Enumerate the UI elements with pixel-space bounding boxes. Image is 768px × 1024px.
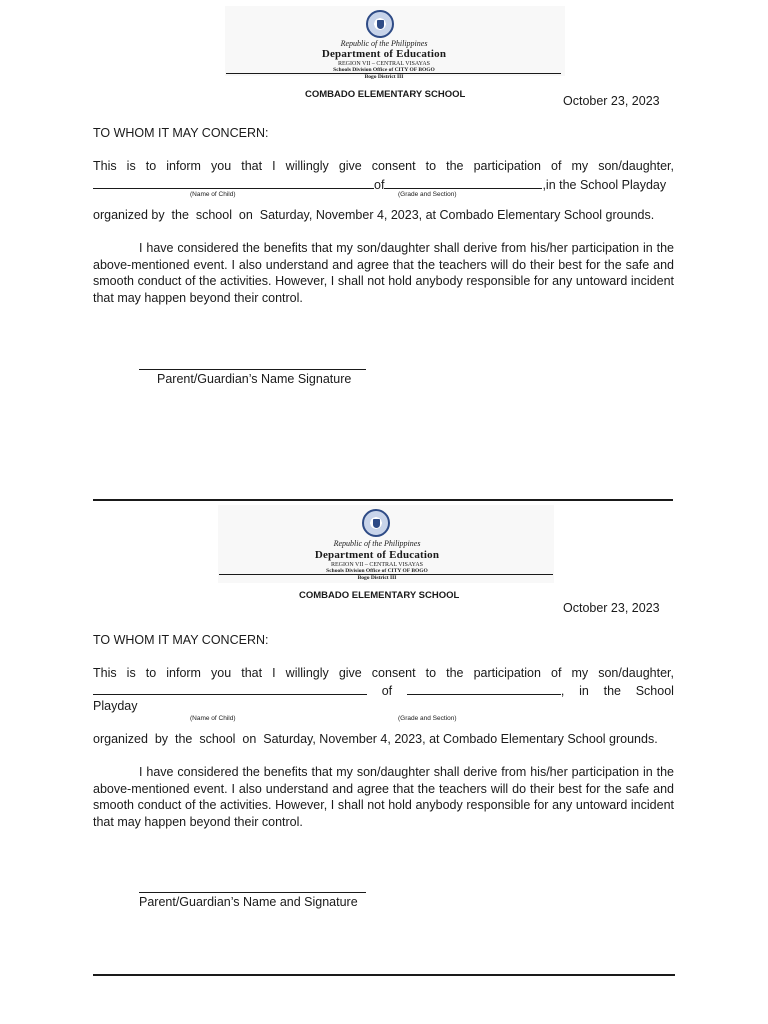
name-of-child-label: (Name of Child) (190, 191, 236, 198)
consent-line: This is to inform you that I willingly give consent to the participation of my son/daughter, (93, 159, 674, 173)
of-text: of (381, 684, 393, 698)
republic-text: Republic of the Philippines (340, 39, 428, 48)
the-text: the (603, 684, 621, 698)
department-text: Department of Education (314, 549, 440, 561)
signature-line[interactable] (139, 892, 366, 893)
salutation: TO WHOM IT MAY CONCERN: (93, 126, 269, 140)
district-text: Bogo District III (357, 575, 397, 581)
playday-text: Playday (93, 699, 138, 713)
section-divider (93, 499, 673, 501)
child-info-line (93, 683, 674, 698)
of-text: of (374, 178, 385, 192)
signature-label: Parent/Guardian’s Name and Signature (139, 895, 358, 909)
region-text: REGION VII – CENTRAL VISAYAS (337, 61, 430, 67)
grade-section-blank[interactable] (407, 683, 561, 695)
deped-seal-icon (366, 10, 394, 38)
district-text: Bogo District III (364, 74, 404, 80)
signature-line[interactable] (139, 369, 366, 370)
republic-text: Republic of the Philippines (333, 539, 421, 548)
bottom-divider (93, 974, 675, 976)
school-name: COMBADO ELEMENTARY SCHOOL (299, 590, 460, 601)
benefits-paragraph: I have considered the benefits that my son/daughter shall derive from his/her participation in the above-mentioned event. I also understand and agree that the teachers will do their best for the safe and smooth conduct of the activities. However, I shall not hold anybody responsible for any untoward incident that may happen beyond their control. (93, 765, 674, 829)
benefits-paragraph: I have considered the benefits that my son/daughter shall derive from his/her participation in the above-mentioned event. I also understand and agree that the teachers will do their best for the safe and smooth conduct of the activities. However, I shall not hold anybody responsible for any untoward incident that may happen beyond their control. (93, 241, 674, 305)
department-text: Department of Education (321, 48, 447, 60)
name-of-child-label: (Name of Child) (190, 715, 236, 722)
organized-line: organized by the school on Saturday, November 4, 2023, at Combado Elementary School grounds. (93, 208, 655, 222)
child-info-line (93, 177, 666, 192)
division-text: Schools Division Office of CITY OF BOGO (333, 67, 435, 73)
grade-section-label: (Grade and Section) (398, 715, 457, 722)
name-of-child-blank[interactable] (93, 177, 374, 189)
division-text: Schools Division Office of CITY OF BOGO (326, 568, 428, 574)
organized-line: organized by the school on Saturday, November 4, 2023, at Combado Elementary School grounds. (93, 732, 658, 746)
region-text: REGION VII – CENTRAL VISAYAS (330, 562, 423, 568)
grade-section-label: (Grade and Section) (398, 191, 457, 198)
grade-section-blank[interactable] (384, 177, 542, 189)
deped-seal-icon (362, 509, 390, 537)
school-text: School (635, 684, 674, 698)
salutation: TO WHOM IT MAY CONCERN: (93, 633, 269, 647)
letter-date: October 23, 2023 (563, 94, 660, 108)
in-text: in (579, 684, 589, 698)
signature-label: Parent/Guardian’s Name Signature (157, 372, 352, 386)
consent-line: This is to inform you that I willingly give consent to the participation of my son/daughter, (93, 666, 674, 680)
playday-text: ,in the School Playday (542, 178, 667, 192)
name-of-child-blank[interactable] (93, 683, 367, 695)
comma-text: , (560, 684, 565, 698)
letter-date: October 23, 2023 (563, 601, 660, 615)
school-name: COMBADO ELEMENTARY SCHOOL (305, 89, 466, 100)
